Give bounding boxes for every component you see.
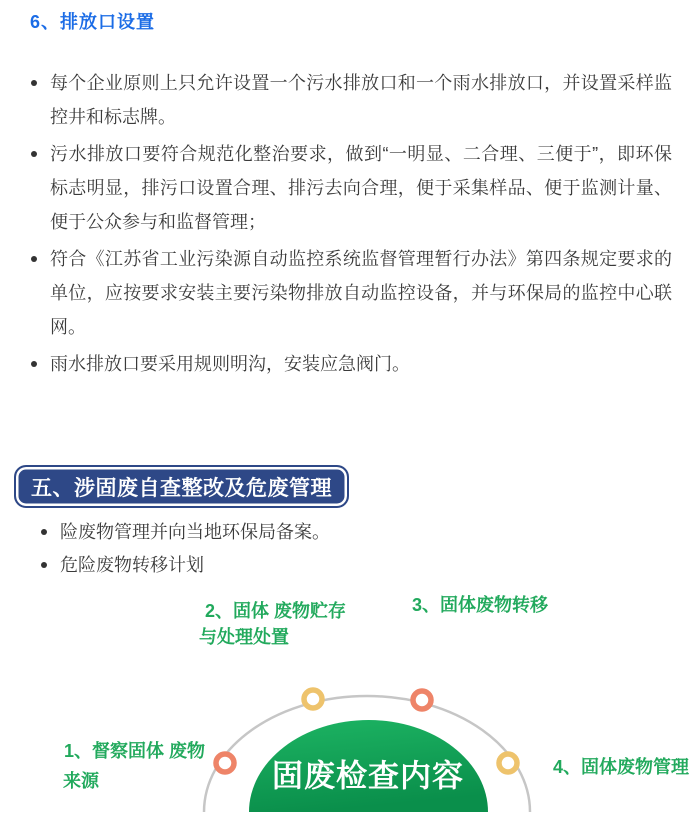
bullet-item: 污水排放口要符合规范化整治要求，做到“一明显、二合理、三便于”，即环保标志明显，排污口设置合理、排污去向合理，便于采集样品、便于监测计量、便于公众参与和监督管理； xyxy=(28,137,672,239)
section5-bullet-list xyxy=(38,516,658,582)
solid-waste-check-diagram xyxy=(0,585,700,829)
section6-bullet-list xyxy=(28,66,672,384)
bullet-item: 险废物管理并向当地环保局备案。 xyxy=(38,516,658,548)
diagram-item-2-label-line1: 2、固体 废物贮存 xyxy=(205,601,347,621)
section5-header-badge xyxy=(14,465,349,508)
diagram-item-1-label-line2: 来源 xyxy=(63,771,99,791)
milestone-ring-1 xyxy=(216,754,234,772)
bullet-item: 雨水排放口要采用规则明沟，安装应急阀门。 xyxy=(28,347,672,381)
bullet-item: 每个企业原则上只允许设置一个污水排放口和一个雨水排放口，并设置采样监控井和标志牌。 xyxy=(28,66,672,134)
diagram-center-title: 固废检查内容 xyxy=(272,758,464,794)
diagram-item-3-label: 3、固体废物转移 xyxy=(412,595,549,615)
milestone-ring-2 xyxy=(304,690,322,708)
section5-header-label: 五、涉固废自查整改及危废管理 xyxy=(31,476,332,500)
bullet-item: 符合《江苏省工业污染源自动监控系统监督管理暂行办法》第四条规定要求的单位，应按要求安装主要污染物排放自动监控设备，并与环保局的监控中心联网。 xyxy=(28,242,672,344)
diagram-item-2-label-line2: 与处理处置 xyxy=(199,627,289,647)
milestone-ring-3 xyxy=(413,691,431,709)
section6-title: 6、排放口设置 xyxy=(30,12,156,32)
bullet-item: 危险废物转移计划 xyxy=(38,549,658,581)
milestone-ring-4 xyxy=(499,754,517,772)
diagram-item-1-label-line1: 1、督察固体 废物 xyxy=(64,741,206,761)
diagram-item-4-label: 4、固体废物管理 xyxy=(553,757,690,777)
